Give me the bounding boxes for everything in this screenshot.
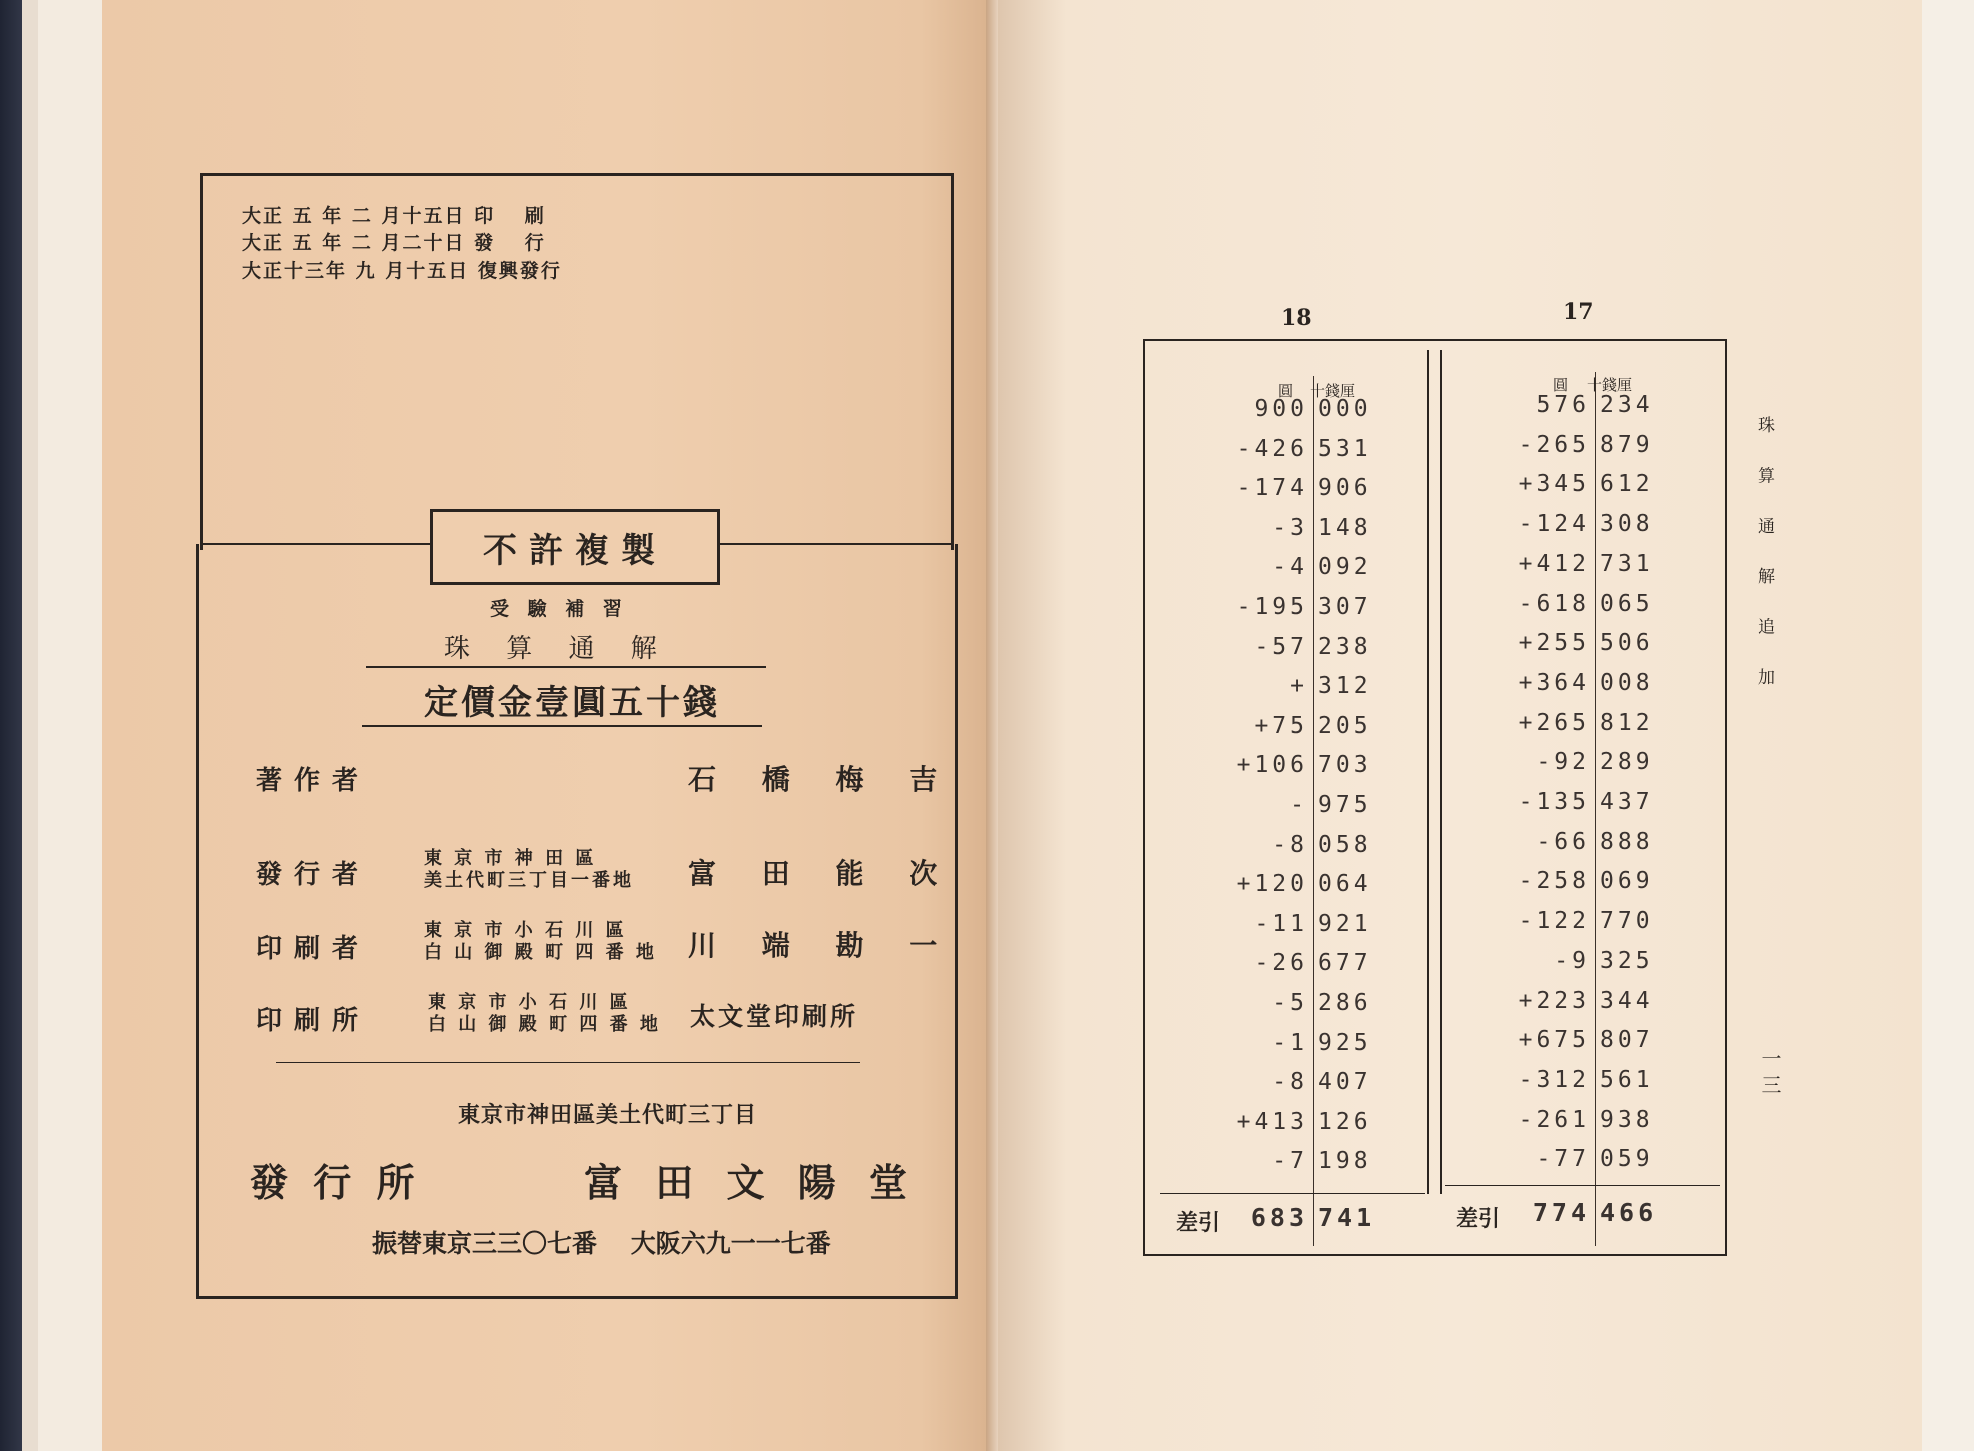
amount-yen-18-19: +413: [1236, 1108, 1308, 1135]
decimal-line-17: [1595, 372, 1596, 1246]
sen-unit-18: 十錢厘: [1310, 382, 1356, 400]
amount-sen-18-13: 064: [1318, 871, 1372, 898]
amount-sen-18-1: 000: [1318, 396, 1372, 422]
house-label: 發 行 所: [250, 1161, 421, 1205]
amount-yen-17-13: -258: [1518, 868, 1590, 895]
printshop-address-1: 東 京 市 小 石 川 區: [428, 992, 631, 1013]
publisher-label: 發行者: [256, 860, 371, 890]
amount-sen-18-3: 906: [1318, 475, 1372, 502]
amount-yen-17-15: -9: [1554, 947, 1590, 974]
amount-sen-17-6: 065: [1600, 590, 1654, 617]
title-rule-bottom: [362, 725, 762, 727]
amount-sen-17-11: 437: [1600, 789, 1654, 815]
amount-sen-18-17: 925: [1318, 1029, 1372, 1056]
reissue-date: 大正十三年 九 月十五日 復興發行: [242, 260, 562, 282]
printer-address-2: 白 山 御 殿 町 四 番 地: [424, 942, 657, 963]
amount-yen-17-19: -261: [1518, 1106, 1590, 1133]
issue-date: 大正 五 年 二 月二十日 發 行: [242, 232, 546, 254]
printshop-name: 太文堂印刷所: [690, 1002, 859, 1031]
amount-yen-18-17: -1: [1272, 1029, 1308, 1056]
problem-number-17: 17: [1563, 299, 1594, 325]
amount-sen-18-12: 058: [1318, 831, 1372, 858]
printer-address-1: 東 京 市 小 石 川 區: [424, 920, 627, 941]
amount-sen-17-14: 770: [1600, 908, 1654, 935]
problem-number-18: 18: [1281, 305, 1312, 331]
amount-sen-17-18: 561: [1600, 1066, 1654, 1093]
problem-divider: [1427, 350, 1429, 1194]
divider-right: [712, 543, 952, 545]
result-rule-17: [1445, 1185, 1720, 1186]
author-label: 著作者: [256, 766, 371, 796]
amount-sen-18-20: 198: [1318, 1148, 1372, 1175]
amount-yen-17-3: +345: [1518, 471, 1590, 498]
running-title: 珠 算 通 解 追 加: [1754, 416, 1774, 700]
amount-sen-17-2: 879: [1600, 431, 1654, 458]
result-rule-18: [1160, 1193, 1425, 1194]
series-label: 受 驗 補 習: [490, 598, 628, 620]
amount-sen-18-18: 407: [1318, 1069, 1372, 1096]
divider-left: [200, 543, 432, 545]
result-yen-17: 774: [1532, 1198, 1590, 1227]
amount-sen-17-20: 059: [1600, 1146, 1654, 1173]
amount-sen-18-7: 238: [1318, 633, 1372, 660]
amount-yen-18-18: -8: [1272, 1069, 1308, 1096]
page-number: 一 三: [1758, 1048, 1782, 1095]
amount-sen-18-11: 975: [1318, 792, 1372, 818]
no-reproduction-stamp: 不許複製: [430, 509, 720, 585]
book-gutter: [986, 0, 998, 1451]
difference-label-18: 差引: [1176, 1211, 1221, 1236]
amount-sen-18-15: 677: [1318, 950, 1372, 977]
amount-yen-17-9: +265: [1518, 709, 1590, 736]
difference-label-17: 差引: [1456, 1207, 1501, 1232]
publisher-name: 富 田 能 次: [688, 857, 956, 890]
amount-yen-18-10: +106: [1236, 752, 1308, 779]
amount-yen-18-20: -7: [1272, 1148, 1308, 1175]
amount-yen-18-16: -5: [1272, 990, 1308, 1016]
decimal-line-18: [1313, 376, 1314, 1246]
amount-sen-18-8: 312: [1318, 673, 1372, 700]
printer-name: 川 端 勘 一: [688, 929, 956, 962]
printshop-label: 印刷所: [256, 1006, 371, 1036]
result-sen-17: 466: [1600, 1198, 1658, 1227]
publisher-address-1: 東 京 市 神 田 區: [424, 848, 597, 869]
page-edge-right: [1922, 0, 1974, 1451]
title-rule-top: [366, 666, 766, 668]
amount-sen-17-12: 888: [1600, 828, 1654, 855]
amount-sen-17-8: 008: [1600, 669, 1654, 696]
amount-yen-17-14: -122: [1518, 908, 1590, 935]
sen-unit-17: 十錢厘: [1587, 376, 1633, 394]
amount-sen-17-3: 612: [1600, 471, 1654, 498]
amount-sen-17-4: 308: [1600, 511, 1654, 538]
amount-sen-18-19: 126: [1318, 1108, 1372, 1135]
printer-label: 印刷者: [256, 934, 371, 964]
amount-sen-17-5: 731: [1600, 550, 1654, 577]
amount-yen-17-4: -124: [1518, 511, 1590, 538]
yen-unit-18: 圓: [1278, 382, 1294, 400]
house-rule: [276, 1062, 860, 1063]
amount-yen-17-11: -135: [1518, 789, 1590, 815]
amount-sen-18-6: 307: [1318, 594, 1372, 620]
amount-sen-18-16: 286: [1318, 990, 1372, 1016]
amount-sen-18-5: 092: [1318, 554, 1372, 581]
amount-yen-17-17: +675: [1518, 1027, 1590, 1054]
amount-yen-18-2: -426: [1236, 435, 1308, 462]
house-address: 東京市神田區美土代町三丁目: [458, 1103, 758, 1128]
amount-yen-17-8: +364: [1518, 669, 1590, 696]
author-name: 石 橋 梅 吉: [688, 763, 956, 796]
amount-yen-18-3: -174: [1236, 475, 1308, 502]
amount-yen-18-6: -195: [1236, 594, 1308, 620]
problem-divider-inner: [1440, 350, 1442, 1194]
amount-sen-18-10: 703: [1318, 752, 1372, 779]
amount-yen-17-18: -312: [1518, 1066, 1590, 1093]
amount-yen-18-1: 900: [1254, 396, 1308, 422]
amount-sen-18-9: 205: [1318, 712, 1372, 739]
amount-sen-17-9: 812: [1600, 709, 1654, 736]
amount-yen-17-1: 576: [1536, 392, 1590, 418]
amount-yen-17-2: -265: [1518, 431, 1590, 458]
amount-sen-18-4: 148: [1318, 514, 1372, 541]
amount-yen-17-7: +255: [1518, 630, 1590, 657]
amount-sen-17-15: 325: [1600, 947, 1654, 974]
amount-yen-17-16: +223: [1518, 987, 1590, 1014]
transfer-accounts: 振替東京三三〇七番 大阪六九一一七番: [372, 1229, 831, 1258]
amount-yen-17-10: -92: [1536, 749, 1590, 776]
amount-sen-17-17: 807: [1600, 1027, 1654, 1054]
amount-sen-17-13: 069: [1600, 868, 1654, 895]
amount-yen-17-5: +412: [1518, 550, 1590, 577]
amount-yen-18-4: -3: [1272, 514, 1308, 541]
amount-sen-17-19: 938: [1600, 1106, 1654, 1133]
amount-yen-17-6: -618: [1518, 590, 1590, 617]
amount-sen-17-10: 289: [1600, 749, 1654, 776]
amount-yen-18-13: +120: [1236, 871, 1308, 898]
amount-sen-17-1: 234: [1600, 392, 1654, 418]
amount-yen-17-12: -66: [1536, 828, 1590, 855]
amount-yen-18-5: -4: [1272, 554, 1308, 581]
printshop-address-2: 白 山 御 殿 町 四 番 地: [428, 1014, 661, 1035]
amount-yen-18-8: +: [1290, 673, 1308, 700]
result-yen-18: 683: [1250, 1203, 1308, 1232]
amount-yen-18-14: -11: [1254, 910, 1308, 937]
amount-yen-18-7: -57: [1254, 633, 1308, 660]
amount-yen-18-11: -: [1290, 792, 1308, 818]
amount-sen-18-2: 531: [1318, 435, 1372, 462]
book-title: 珠 算 通 解: [444, 634, 671, 664]
amount-yen-18-9: +75: [1254, 712, 1308, 739]
amount-yen-18-15: -26: [1254, 950, 1308, 977]
amount-sen-18-14: 921: [1318, 910, 1372, 937]
amount-yen-18-12: -8: [1272, 831, 1308, 858]
print-date: 大正 五 年 二 月十五日 印 刷: [242, 205, 546, 227]
yen-unit-17: 圓: [1553, 376, 1569, 394]
house-name: 富 田 文 陽 堂: [584, 1161, 917, 1205]
amount-sen-17-16: 344: [1600, 987, 1654, 1014]
price-label: 定價金壹圓五十錢: [424, 683, 720, 723]
publisher-address-2: 美土代町三丁目一番地: [424, 870, 634, 891]
amount-yen-17-20: -77: [1536, 1146, 1590, 1173]
amount-sen-17-7: 506: [1600, 630, 1654, 657]
result-sen-18: 741: [1318, 1203, 1376, 1232]
